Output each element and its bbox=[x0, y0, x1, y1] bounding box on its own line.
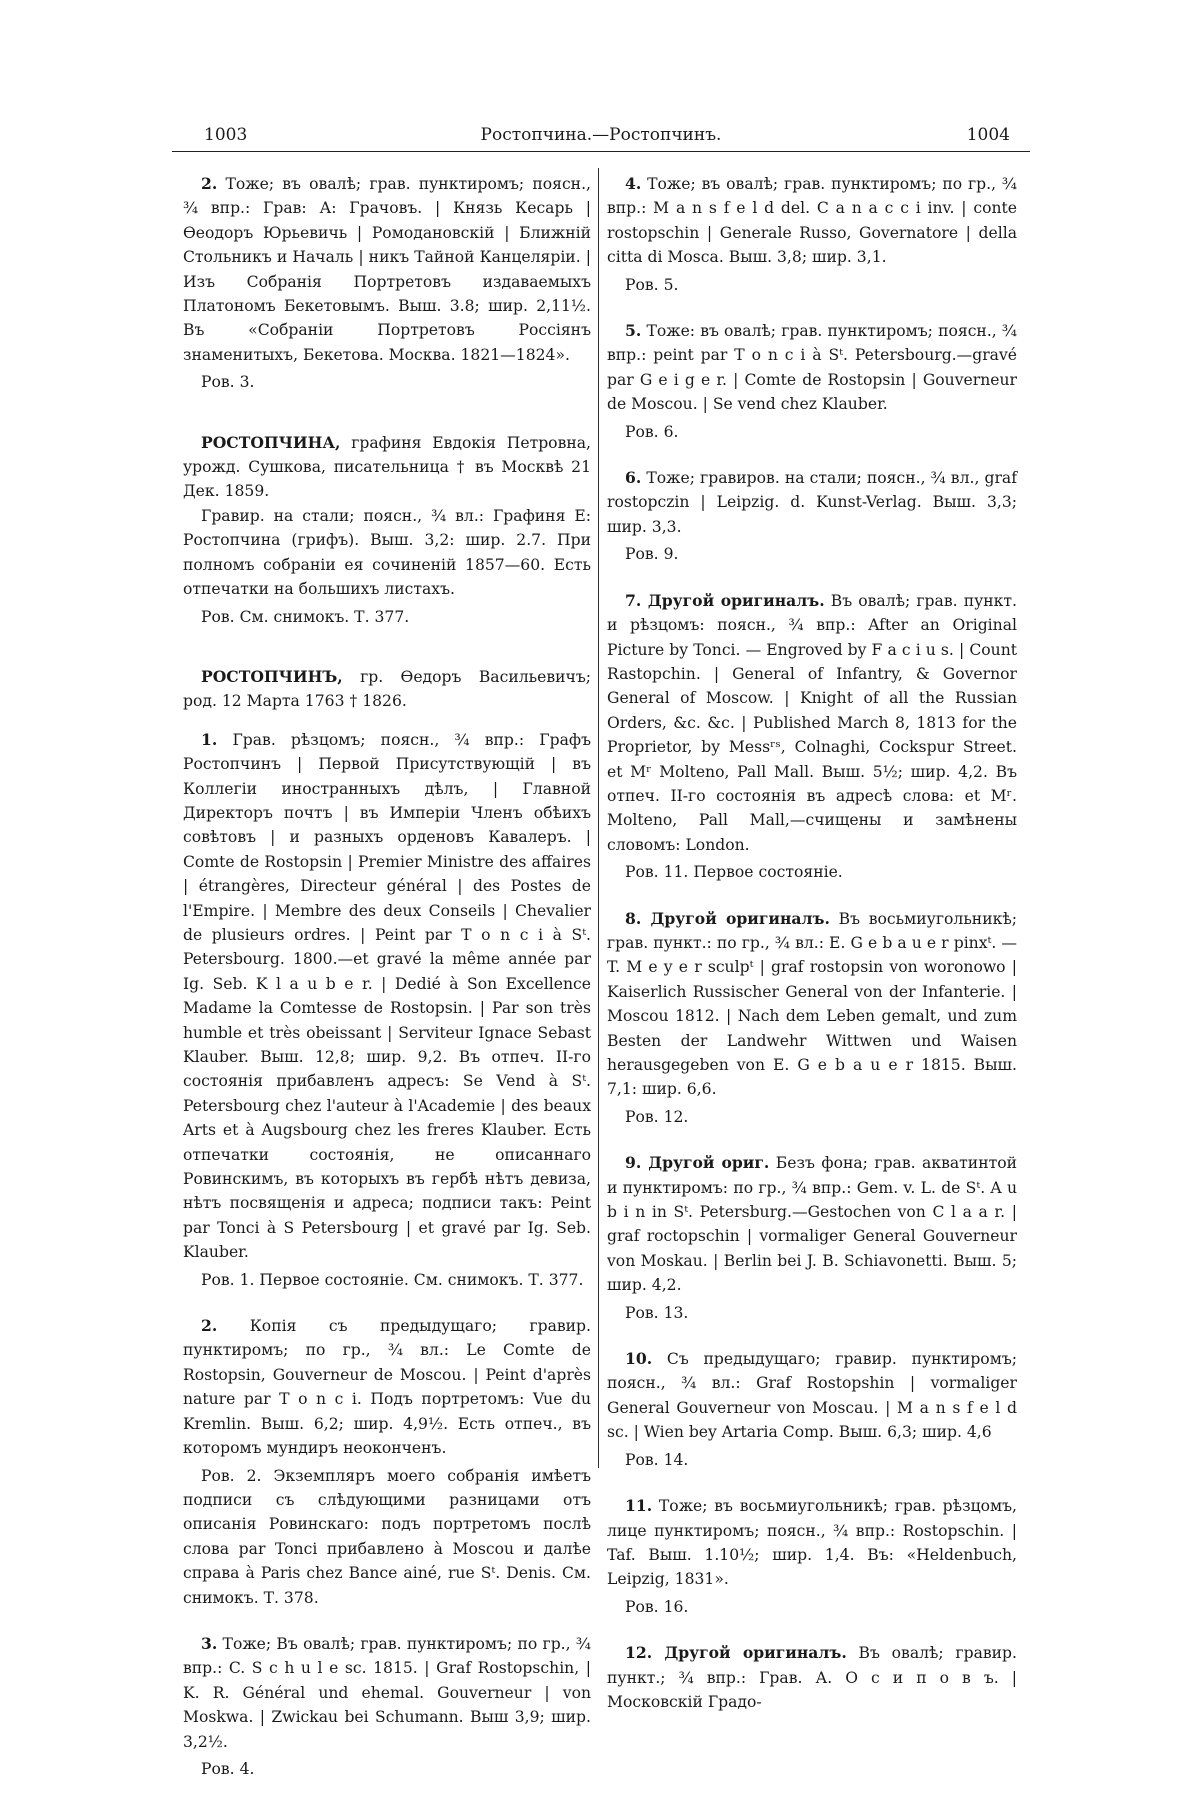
entry-text: Тоже; въ восьмиугольникѣ; грав. рѣзцомъ, лице пунктиромъ; поясн., ¾ впр.: Rostopschin. | Taf. Выш. 1.10½; шир. 1,4. Въ: «Heldenbuch, Leipzig, 1831». bbox=[607, 1497, 1017, 1589]
page-number-left: 1003 bbox=[204, 125, 248, 145]
entry-number: 12. Другой оригиналъ. bbox=[625, 1643, 847, 1663]
entry-text: Въ овалѣ; гравир. пункт.; ¾ впр.: Грав. А. О с и п о в ъ. | Московскій Градо- bbox=[607, 1644, 1017, 1711]
entry-reference: Ров. 4. bbox=[201, 1759, 255, 1778]
entry-9-portrait bbox=[607, 1151, 1017, 1297]
left-column bbox=[183, 172, 591, 1803]
entry-10-portrait bbox=[607, 1347, 1017, 1445]
entry-reference: Ров. 12. bbox=[625, 1107, 689, 1126]
entry-text: Тоже; въ овалѣ; грав. пунктиромъ; по гр., ¾ впр.: M a n s f e l d del. C a n a c c i inv. | conte rostopschin | Generale Russo, Governatore | della citta di Mosca. Выш. 3,8; шир. 3,1. bbox=[607, 175, 1017, 267]
right-column bbox=[607, 172, 1017, 1714]
entry-text: Съ предыдущаго; гравир. пунктиромъ; поясн., ¾ вл.: Graf Rostopshin | vormaliger General Gouverneur von Moscau. | M a n s f e l d sc. | Wien bey Artaria Comp. Выш. 6,3; шир. 4,6 bbox=[607, 1350, 1017, 1442]
entry-text: Безъ фона; грав. акватинтой и пунктиромъ: по гр., ¾ впр.: Gem. v. L. de Sᵗ. A u b i n in Sᵗ. Petersburg.—Gestochen von C l a a r. | graf roctopschin | vormaliger General Gouverneur von Moskau. | Berlin bei J. B. Schiavonetti. Выш. 5; шир. 4,2. bbox=[607, 1154, 1017, 1295]
entry-number: 5. bbox=[625, 321, 642, 341]
entry-1-portrait bbox=[183, 728, 591, 1265]
entry-number: 7. Другой оригиналъ. bbox=[625, 590, 825, 610]
entry-7-portrait bbox=[607, 589, 1017, 857]
entry-reference: Ров. 11. Первое состояніе. bbox=[625, 863, 843, 882]
entry-2-portrait bbox=[183, 172, 591, 367]
page-number-right: 1004 bbox=[966, 125, 1010, 145]
page-header bbox=[172, 124, 1030, 146]
person-bio: гр. Өедоръ Васильевичъ; род. 12 Марта 1763 † 1826. bbox=[183, 667, 591, 711]
entry-text: Тоже; Въ овалѣ; грав. пунктиромъ; по гр., ¾ впр.: C. S c h u l e sc. 1815. | Graf Rostopschin, | K. R. Général und ehemal. Gouverneur | von Moskwa. | Zwickau bei Schumann. Выш 3,9; шир. 3,2½. bbox=[183, 1634, 591, 1751]
entry-number: 11. bbox=[625, 1496, 653, 1516]
entry-number: 2. bbox=[201, 174, 218, 193]
heading-rostopchina bbox=[183, 431, 591, 504]
entry-3-portrait bbox=[183, 1632, 591, 1754]
person-name: РОСТОПЧИНЪ, bbox=[201, 666, 343, 686]
entry-number: 10. bbox=[625, 1349, 653, 1369]
entry-text: Копія съ предыдущаго; гравир. пунктиромъ; по гр., ¾ вл.: Le Comte de Rostopsin, Gouverneur de Moscou. | Peint d'après nature par T o n c i. Подъ портретомъ: Vue du Kremlin. Выш. 6,2; шир. 4,9½. Есть отпеч., въ которомъ мундиръ неоконченъ. bbox=[183, 1317, 591, 1458]
entry-number: 2. bbox=[201, 1316, 218, 1336]
entry-number: 8. Другой оригиналъ. bbox=[625, 908, 830, 928]
person-bio: графиня Евдокія Петровна, урожд. Сушкова, писательница † въ Москвѣ 21 Дек. 1859. bbox=[183, 433, 591, 501]
entry-5-portrait bbox=[607, 319, 1017, 417]
column-divider bbox=[598, 168, 599, 1468]
entry-text: Тоже; гравиров. на стали; поясн., ¾ вл., graf rostopczin | Leipzig. d. Kunst-Verlag. Выш. 3,3; шир. 3,3. bbox=[607, 469, 1017, 536]
running-title: Ростопчина.—Ростопчинъ. bbox=[480, 125, 722, 145]
entry-8-portrait bbox=[607, 907, 1017, 1102]
spacer bbox=[183, 651, 591, 665]
entry-reference: Ров. 14. bbox=[625, 1450, 689, 1469]
entry-reference: Ров. 16. bbox=[625, 1597, 689, 1616]
entry-number: 3. bbox=[201, 1633, 218, 1653]
entry-text: Тоже; въ овалѣ; грав. пунктиромъ; поясн., ¾ впр.: Грав: А: Грачовъ. | Князь Кесарь | Өеодоръ Юрьевичь | Ромодановскій | Ближній Стольникъ и Началь | никъ Тайной Канцеляріи. | Изъ Собранія Портретовъ издаваемыхъ Платономъ Бекетовымъ. Выш. 3.8; шир. 2,11½. Въ «Собраніи Портретовъ Россіянъ знаменитыхъ, Бекетова. Москва. 1821—1824». bbox=[183, 175, 591, 364]
entry-reference: Ров. 1. Первое состояніе. См. снимокъ. Т. 377. bbox=[201, 1270, 584, 1289]
header-rule bbox=[172, 151, 1030, 152]
heading-rostopchin bbox=[183, 665, 591, 714]
entry-text: Въ восьмиугольникѣ; грав. пункт.: по гр., ¾ вл.: E. G e b a u e r pinxᵗ. — T. M e y e r sculpᵗ | graf rostopsin von woronowo | Kaiserlich Russischer General von der Infanterie. | Moscou 1812. | Nach dem Leben gemalt, und zum Besten der Landwehr Wittwen und Waisen herausgegeben von E. G e b a u e r 1815. Выш. 7,1: шир. 6,6. bbox=[607, 909, 1017, 1099]
entry-number: 1. bbox=[201, 729, 218, 749]
entry-number: 4. bbox=[625, 174, 642, 193]
spacer bbox=[183, 714, 591, 728]
entry-reference: Ров. 2. Экземпляръ моего собранія имѣетъ подписи съ слѣдующими разницами отъ описанія Ровинскаго: подъ портретомъ послѣ слова par Tonci прибавлено à Moscou и далѣе справа à Paris chez Bance ainé, rue Sᵗ. Denis. См. снимокъ. Т. 378. bbox=[183, 1466, 591, 1607]
entry-reference: Ров. 3. bbox=[201, 373, 255, 392]
entry-number: 6. bbox=[625, 468, 642, 488]
entry-reference: Ров. 9. bbox=[625, 545, 679, 564]
entry-reference: Ров. 13. bbox=[625, 1303, 689, 1322]
entry-reference: Ров. 6. bbox=[625, 422, 679, 441]
entry-reference: Ров. См. снимокъ. Т. 377. bbox=[201, 607, 410, 626]
entry-reference: Ров. 5. bbox=[625, 275, 679, 294]
entry-6-portrait bbox=[607, 466, 1017, 539]
entry-11-portrait bbox=[607, 1494, 1017, 1592]
entry-number: 9. Другой ориг. bbox=[625, 1153, 770, 1173]
entry-text: Въ овалѣ; грав. пункт. и рѣзцомъ: поясн., ¾ впр.: After an Original Picture by Tonci. — Engroved by F a c i u s. | Count Rastopchin. | General of Infantry, & Governor General of Moscow. | Knight of all the Russian Orders, &c. &c. | Published March 8, 1813 for the Proprietor, by Messʳˢ, Colnaghi, Cockspur Street. et Mʳ Molteno, Pall Mall. Выш. 5½; шир. 4,2. Въ отпеч. II-го состоянія въ адресѣ слова: et Mʳ. Molteno, Pall Mall,—счищены и замѣнены словомъ: London. bbox=[607, 591, 1017, 854]
spacer bbox=[183, 417, 591, 431]
entry-4-portrait bbox=[607, 172, 1017, 270]
person-name: РОСТОПЧИНА, bbox=[201, 432, 341, 452]
entry-12-portrait bbox=[607, 1641, 1017, 1714]
entry-text: Тоже: въ овалѣ; грав. пунктиромъ; поясн., ¾ впр.: peint par T o n c i à Sᵗ. Petersbourg.—gravé par G e i g e r. | Comte de Rostopsin | Gouverneur de Moscou. | Se vend chez Klauber. bbox=[607, 322, 1017, 414]
rostopchina-description: Гравир. на стали; поясн., ¾ вл.: Графиня Е: Ростопчина (грифъ). Выш. 3,2: шир. 2.7. При полномъ собраніи ея сочиненій 1857—60. Есть отпечатки на большихъ листахъ. bbox=[183, 506, 591, 599]
entry-2b-portrait bbox=[183, 1314, 591, 1460]
entry-text: Грав. рѣзцомъ; поясн., ¾ впр.: Графъ Ростопчинъ | Первой Присутствующій | въ Коллегіи иностранныхъ дѣлъ, | Главной Директоръ почтъ | въ Имперіи Членъ обѣихъ совѣтовъ | и разныхъ орденовъ Кавалеръ. | Comte de Rostopsin | Premier Ministre des affaires | étrangères, Directeur général | des Postes de l'Empire. | Membre des deux Conseils | Chevalier de plusieurs ordres. | Peint par T o n c i à Sᵗ. Petersbourg. 1800.—et gravé la même année par Ig. Seb. K l a u b e r. | Dedié à Son Excellence Madame la Comtesse de Rostopsin. | Par son très humble et très obeissant | Serviteur Ignace Sebast Klauber. Выш. 12,8; шир. 9,2. Въ отпеч. II-го состоянія прибавленъ адресъ: Se Vend à Sᵗ. Petersbourg chez l'auteur à l'Academie | des beaux Arts et à Augsbourg chez les freres Klauber. Есть отпечатки состоянія, не описаннаго Ровинскимъ, въ которыхъ въ гербѣ нѣтъ девиза, нѣтъ посвященія и адреса; подписи такъ: Peint par Tonci à S Petersbourg | et gravé par Ig. Seb. Klauber. bbox=[183, 730, 591, 1262]
